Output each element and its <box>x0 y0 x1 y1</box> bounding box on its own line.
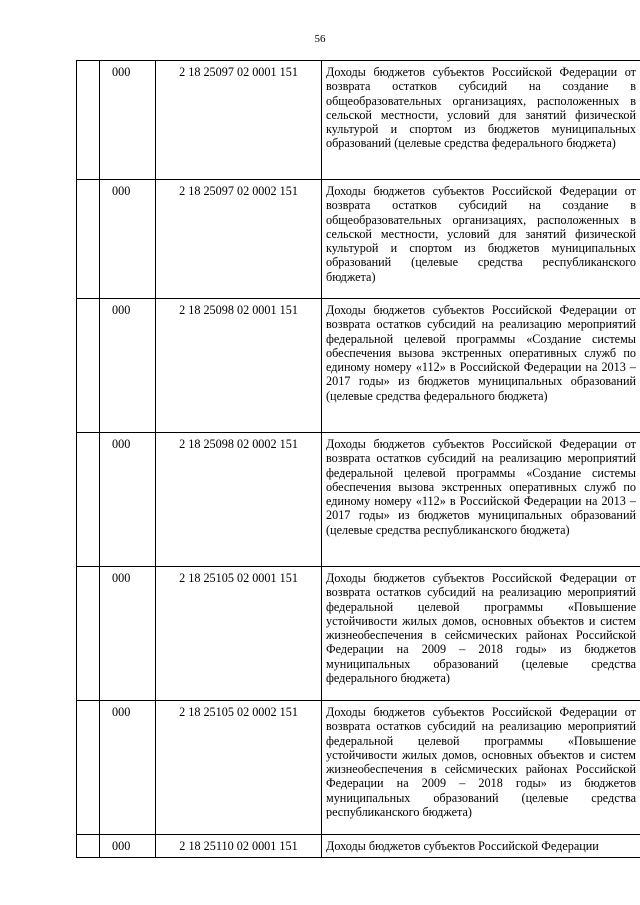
admin-code-cell: 000 <box>100 701 156 835</box>
description-cell: Доходы бюджетов субъектов Российской Федерации от возврата остатков субсидий на реализацию мероприятий федеральной целевой программы «Повышение устойчивости жилых домов, основных объектов и систем жизнеобеспечения в сейсмических районах Российской Федерации на 2009 – 2018 годы» из бюджетов муниципальных образований (целевые средства республиканского бюджета) <box>322 701 640 835</box>
description-cell: Доходы бюджетов субъектов Российской Федерации от возврата остатков субсидий на реализацию мероприятий федеральной целевой программы «Создание системы обеспечения вызова экстренных оперативных служб по единому номеру «112» в Российской Федерации на 2013 – 2017 годы» из бюджетов муниципальных образований (целевые средства республиканского бюджета) <box>322 433 640 567</box>
table-row <box>77 701 640 835</box>
table-row <box>77 433 640 567</box>
budget-code-cell: 2 18 25097 02 0001 151 <box>156 61 322 180</box>
table-row <box>77 61 640 180</box>
table-row <box>77 180 640 299</box>
admin-code-cell: 000 <box>100 835 156 858</box>
budget-code-cell: 2 18 25105 02 0001 151 <box>156 567 322 701</box>
admin-code-cell: 000 <box>100 567 156 701</box>
budget-code-cell: 2 18 25110 02 0001 151 <box>156 835 322 858</box>
blank-cell <box>77 433 100 567</box>
admin-code-cell: 000 <box>100 61 156 180</box>
table-row <box>77 835 640 858</box>
table-row <box>77 299 640 433</box>
admin-code-cell: 000 <box>100 299 156 433</box>
description-cell: Доходы бюджетов субъектов Российской Федерации от возврата остатков субсидий на реализацию мероприятий федеральной целевой программы «Повышение устойчивости жилых домов, основных объектов и систем жизнеобеспечения в сейсмических районах Российской Федерации на 2009 – 2018 годы» из бюджетов муниципальных образований (целевые средства федерального бюджета) <box>322 567 640 701</box>
budget-codes-table <box>76 60 640 858</box>
budget-code-cell: 2 18 25097 02 0002 151 <box>156 180 322 299</box>
blank-cell <box>77 701 100 835</box>
admin-code-cell: 000 <box>100 180 156 299</box>
description-cell: Доходы бюджетов субъектов Российской Федерации от возврата остатков субсидий на создание в общеобразовательных организациях, расположенных в сельской местности, условий для занятий физической культурой и спортом из бюджетов муниципальных образований (целевые средства федерального бюджета) <box>322 61 640 180</box>
budget-code-cell: 2 18 25098 02 0001 151 <box>156 299 322 433</box>
blank-cell <box>77 835 100 858</box>
admin-code-cell: 000 <box>100 433 156 567</box>
blank-cell <box>77 299 100 433</box>
description-cell: Доходы бюджетов субъектов Российской Федерации от возврата остатков субсидий на реализацию мероприятий федеральной целевой программы «Создание системы обеспечения вызова экстренных оперативных служб по единому номеру «112» в Российской Федерации на 2013 – 2017 годы» из бюджетов муниципальных образований (целевые средства федерального бюджета) <box>322 299 640 433</box>
page-number: 56 <box>314 33 326 45</box>
description-cell: Доходы бюджетов субъектов Российской Федерации <box>322 835 640 858</box>
table-row <box>77 567 640 701</box>
blank-cell <box>77 567 100 701</box>
blank-cell <box>77 180 100 299</box>
budget-code-cell: 2 18 25105 02 0002 151 <box>156 701 322 835</box>
description-cell: Доходы бюджетов субъектов Российской Федерации от возврата остатков субсидий на создание в общеобразовательных организациях, расположенных в сельской местности, условий для занятий физической культурой и спортом из бюджетов муниципальных образований (целевые средства республиканского бюджета) <box>322 180 640 299</box>
blank-cell <box>77 61 100 180</box>
budget-code-cell: 2 18 25098 02 0002 151 <box>156 433 322 567</box>
